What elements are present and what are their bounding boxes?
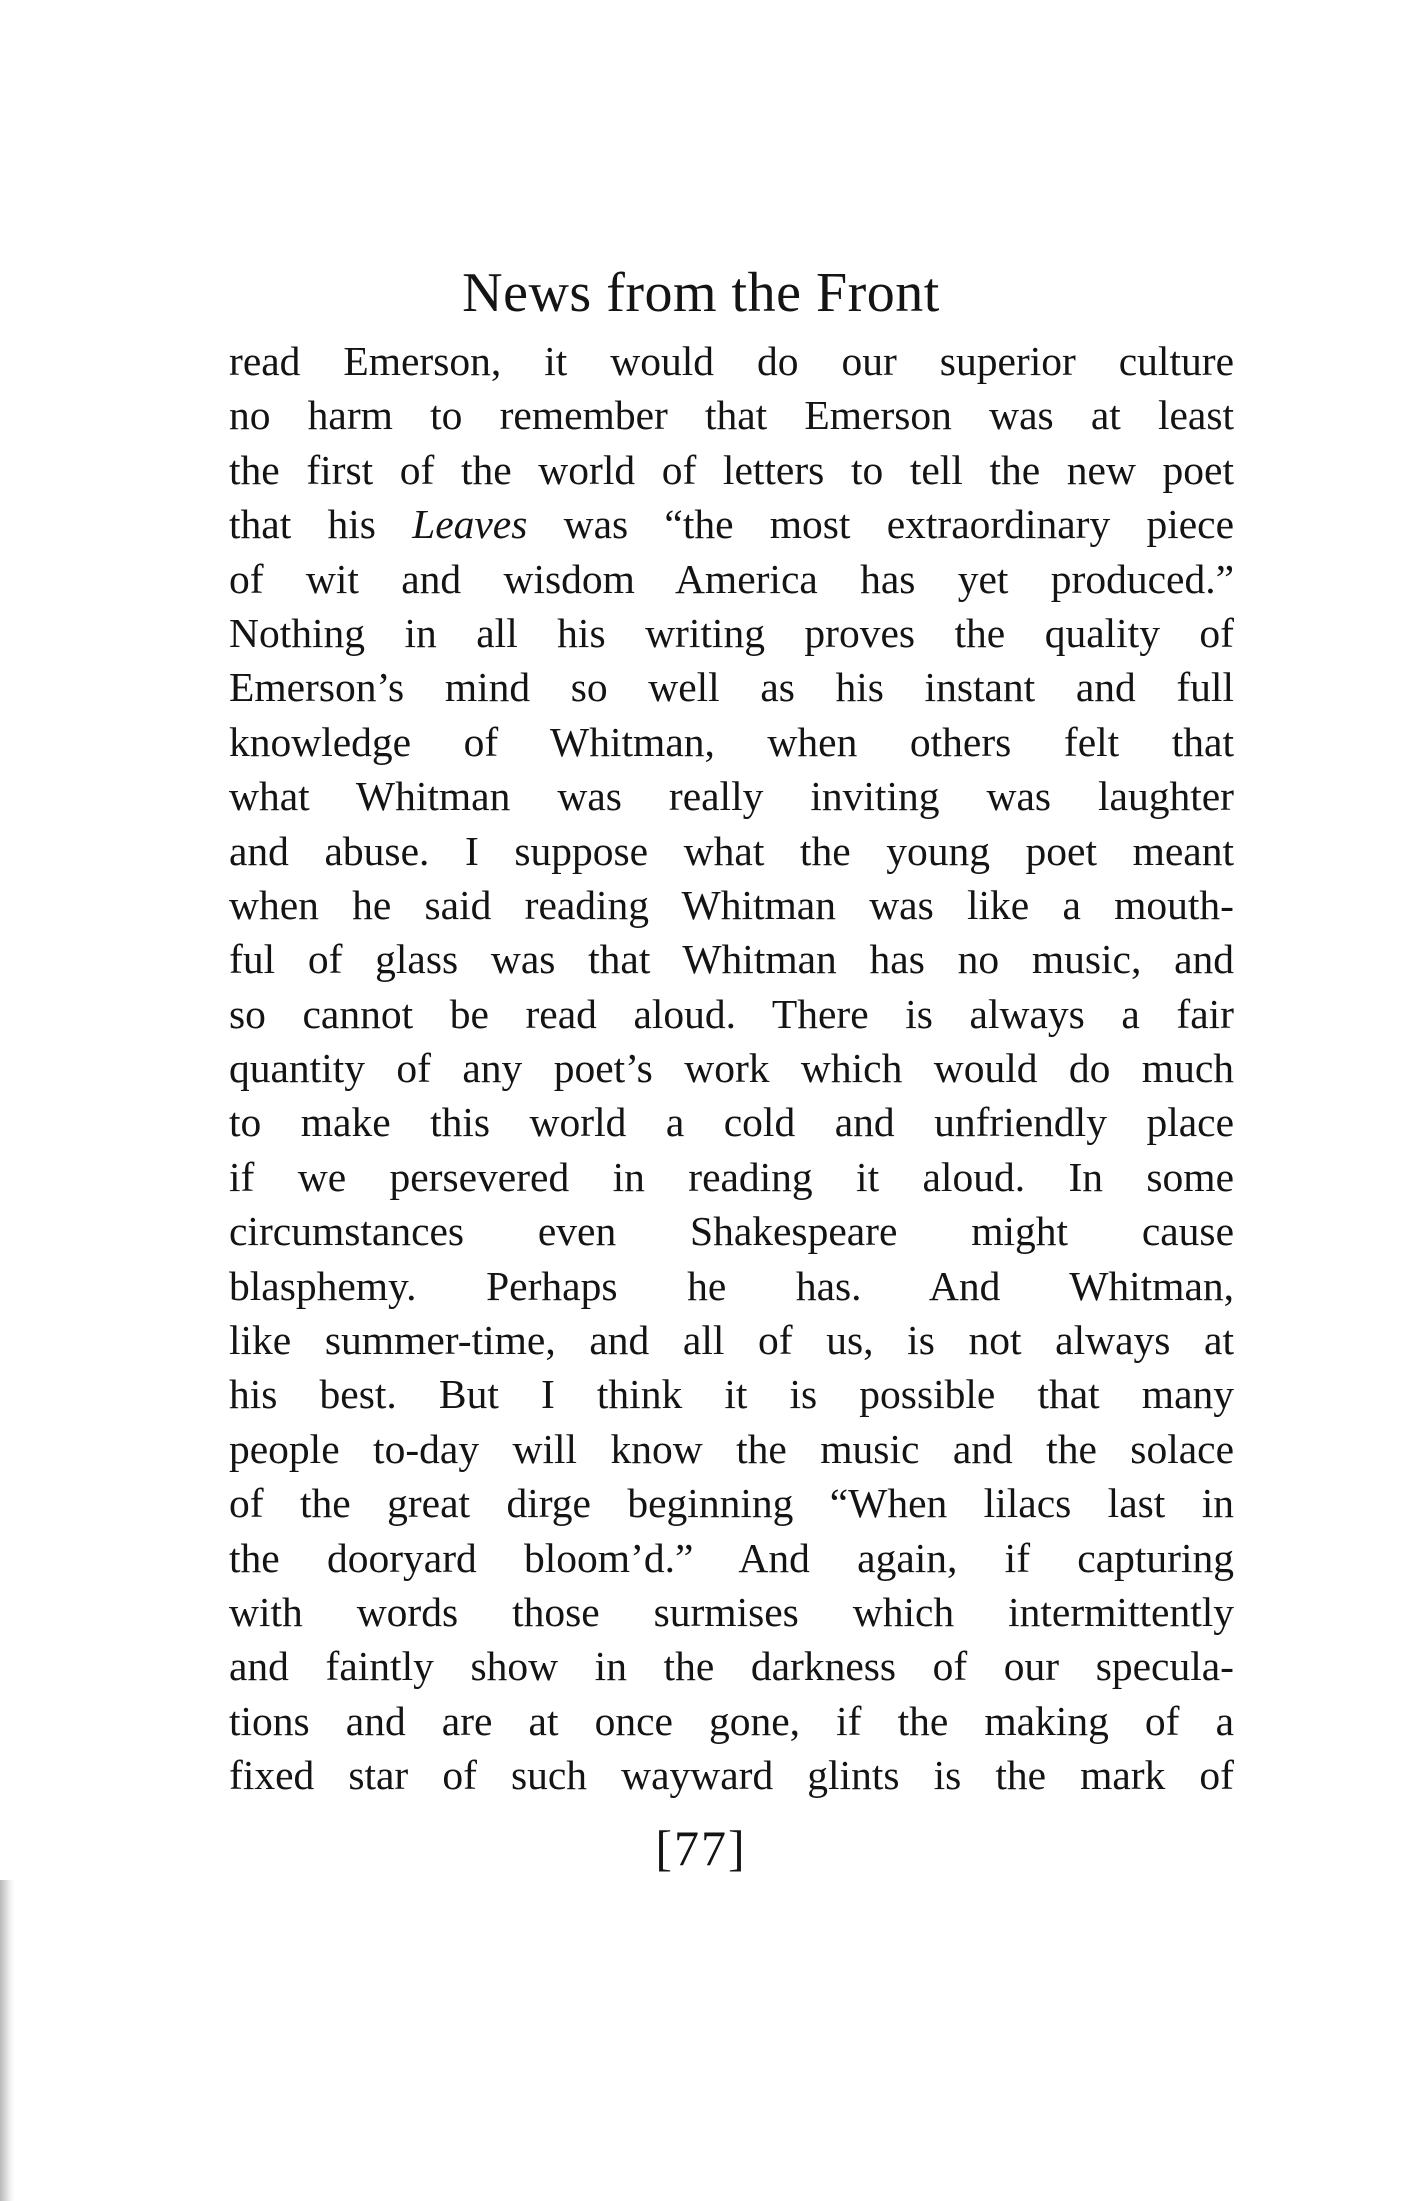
text-line: his best. But I think it is possible that many (229, 1371, 1234, 1418)
text-line: to make this world a cold and unfriendly place (229, 1099, 1234, 1146)
text-line: if we persevered in reading it aloud. In some (229, 1153, 1234, 1200)
text-line: like summer-time, and all of us, is not always at (229, 1317, 1234, 1364)
text-line: Emerson’s mind so well as his instant and full (229, 664, 1234, 711)
text-line: fixed star of such wayward glints is the mark of (229, 1752, 1234, 1799)
text-line: no harm to remember that Emerson was at least (229, 392, 1234, 439)
text-line: people to-day will know the music and the solace (229, 1425, 1234, 1472)
scan-edge-shadow (0, 1880, 14, 2201)
text-line: read Emerson, it would do our superior culture (229, 338, 1234, 384)
text-line: so cannot be read aloud. There is always a fair (229, 990, 1234, 1037)
text-line: ful of glass was that Whitman has no music, and (229, 936, 1234, 983)
text-line: knowledge of Whitman, when others felt that (229, 718, 1234, 765)
text-line: with words those surmises which intermittently (229, 1588, 1234, 1635)
text-line: of the great dirge beginning “When lilacs last in (229, 1480, 1234, 1527)
text-line: of wit and wisdom America has yet produced.” (229, 555, 1234, 602)
text-line: quantity of any poet’s work which would do much (229, 1045, 1234, 1092)
text-line: and abuse. I suppose what the young poet meant (229, 827, 1234, 874)
text-segment: that his (229, 501, 413, 548)
text-line: the first of the world of letters to tell the new poet (229, 446, 1234, 493)
text-segment: was “the most extraordinary piece (527, 501, 1234, 548)
text-line-with-title (229, 497, 1234, 551)
text-line: blasphemy. Perhaps he has. And Whitman, (229, 1262, 1234, 1309)
running-head: News from the Front (462, 262, 940, 324)
text-line: what Whitman was really inviting was laughter (229, 773, 1234, 820)
text-line: circumstances even Shakespeare might cause (229, 1208, 1234, 1255)
text-line: tions and are at once gone, if the making of a (229, 1697, 1234, 1744)
book-title-italic: Leaves (412, 501, 528, 548)
text-line: Nothing in all his writing proves the quality of (229, 609, 1234, 656)
text-line: and faintly show in the darkness of our specula- (229, 1643, 1234, 1690)
text-line: the dooryard bloom’d.” And again, if capturing (229, 1534, 1234, 1581)
page-number: [77] (655, 1820, 747, 1876)
text-line: when he said reading Whitman was like a mouth- (229, 881, 1234, 928)
body-text (229, 334, 1234, 1803)
